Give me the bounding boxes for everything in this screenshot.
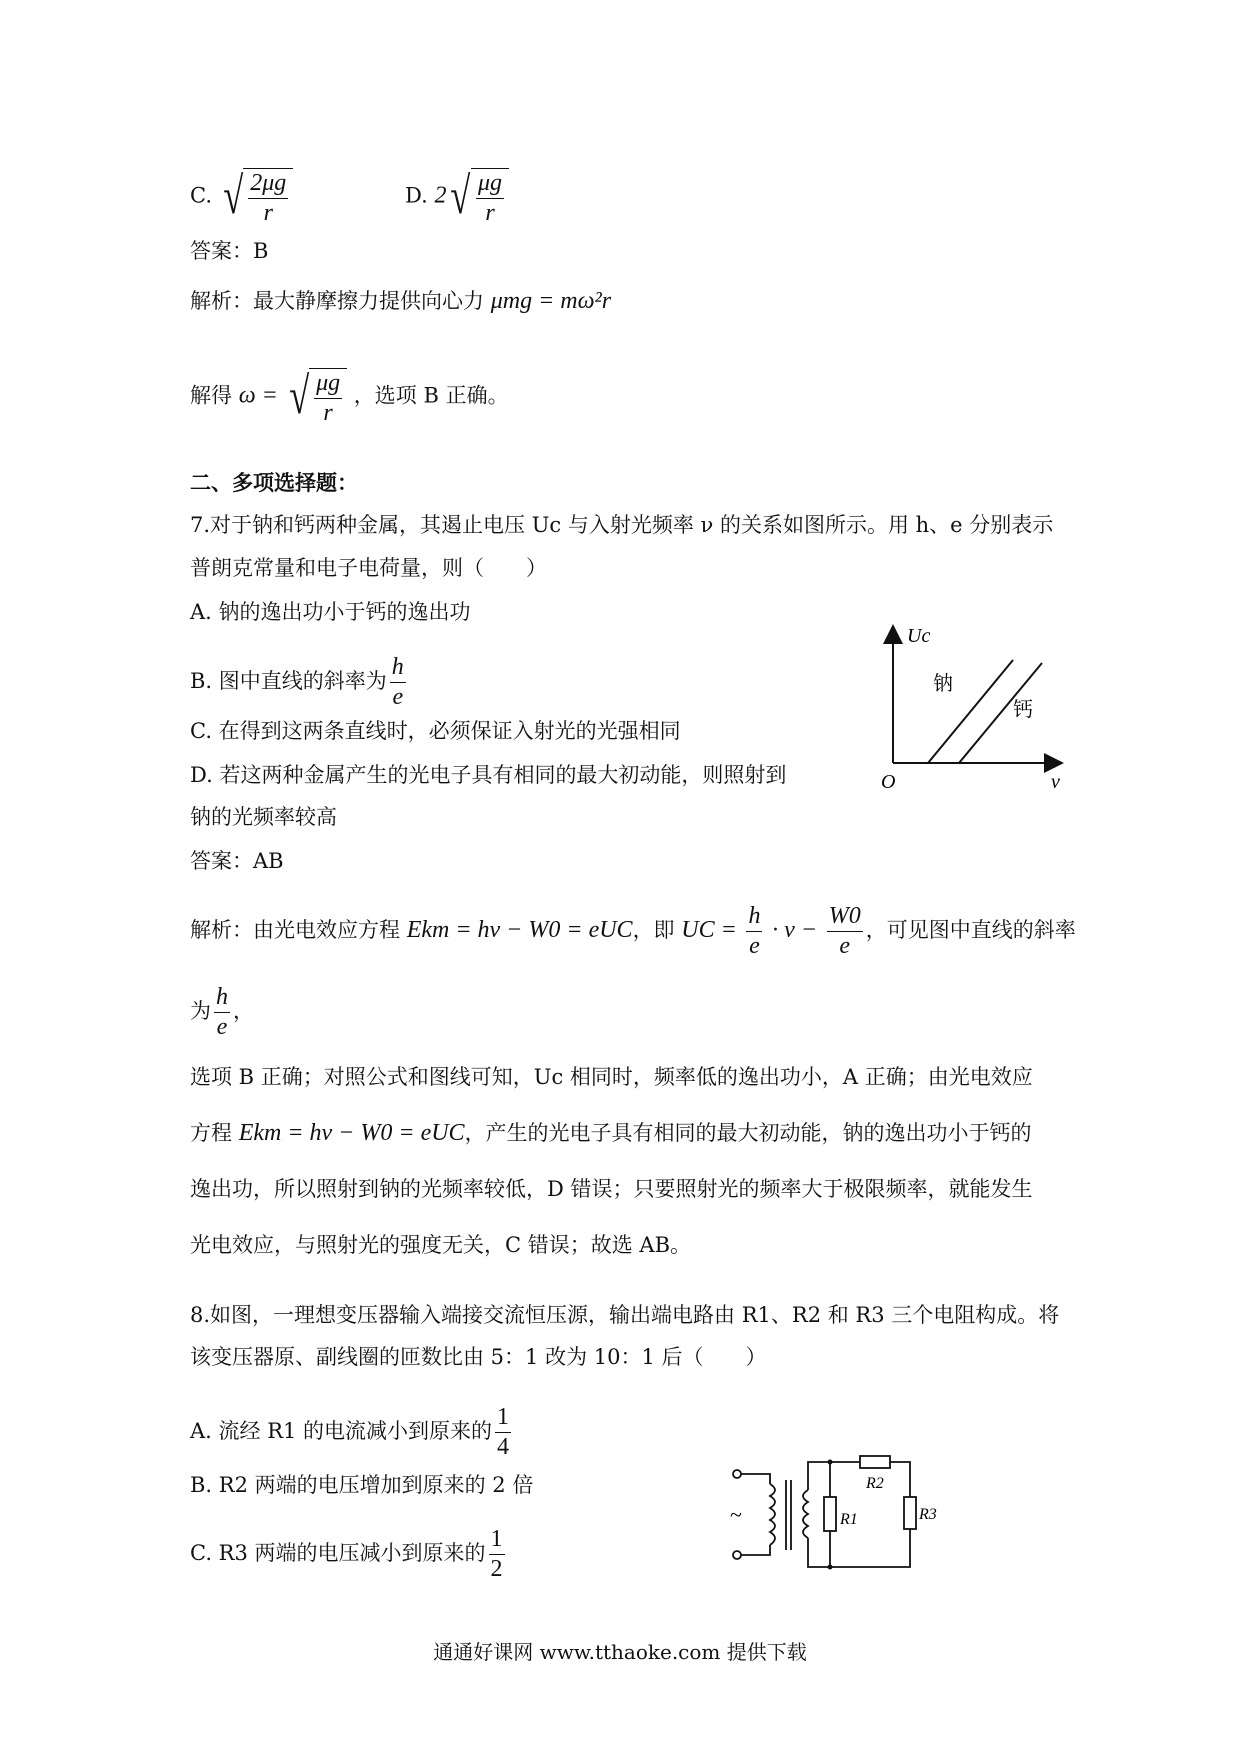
q7-graph [855, 620, 1070, 790]
q7-stem-line1: 7.对于钠和钙两种金属，其遏止电压 Uc 与入射光频率 ν 的关系如图所示。用 h、e 分别表示 [190, 513, 1054, 537]
page-footer: 通通好课网 www.tthaoke.com 提供下载 [433, 1640, 807, 1664]
q8-stem-line2: 该变压器原、副线圈的匝数比由 5：1 改为 10：1 后（ ） [190, 1345, 767, 1369]
q7-answer: 答案：AB [190, 849, 284, 873]
section-title: 二、多项选择题： [190, 471, 358, 495]
q7-slope-line: 为 $\frac{h}{e}$ ， [190, 984, 254, 1041]
q8-option-c: C. R3 两端的电压减小到原来的 $\frac{1}{2}$ [190, 1526, 503, 1583]
q7-para-line4: 光电效应，与照射光的强度无关，C 错误；故选 AB。 [190, 1233, 692, 1257]
sodium-label: 钠 [933, 671, 953, 695]
sqrt-expression: √ $\frac{2\mu g}{r}$ [219, 168, 294, 226]
q7-option-a: A. 钠的逸出功小于钙的逸出功 [190, 600, 471, 624]
terminal-top [733, 1470, 741, 1478]
q6-answer: 答案：B [190, 239, 269, 263]
q8-stem-line1: 8.如图，一理想变压器输入端接交流恒压源，输出端电路由 R1、R2 和 R3 三个电阻构成。将 [190, 1303, 1060, 1327]
q7-para-line2: 方程 Ekm = hν − W0 = eUC，产生的光电子具有相同的最大初动能，钠的逸出功小于钙的 [190, 1120, 1032, 1146]
r1-resistor [824, 1497, 836, 1531]
calcium-label: 钙 [1013, 697, 1033, 721]
secondary-coil [803, 1490, 808, 1538]
q7-stem-line2: 普朗克常量和电子电荷量，则（ ） [190, 556, 547, 580]
primary-coil [770, 1484, 775, 1545]
origin-label: O [881, 771, 896, 790]
q7-analysis-line1: 解析：由光电效应方程 Ekm = hν − W0 = eUC，即 UC = $\frac{h}{e}$ · ν − $\frac{W0}{e}$ ，可见图中直线的斜率 [190, 903, 1076, 960]
q6-option-d: D. 2 √ $\frac{\mu g}{r}$ [405, 168, 509, 226]
q7-option-c: C. 在得到这两条直线时，必须保证入射光的光强相同 [190, 719, 681, 743]
q8-circuit [720, 1452, 950, 1582]
sqrt-expression: √ $\frac{\mu g}{r}$ [446, 168, 509, 226]
r3-label: R3 [919, 1506, 937, 1523]
q6-analysis: 解析：最大静摩擦力提供向心力 μmg = mω²r [190, 288, 612, 314]
q8-option-b: B. R2 两端的电压增加到原来的 2 倍 [190, 1473, 534, 1497]
terminal-bottom [733, 1551, 741, 1559]
q7-para-line1: 选项 B 正确；对照公式和图线可知，Uc 相同时，频率低的逸出功小，A 正确；由光电效应 [190, 1065, 1033, 1089]
q6-option-c: C. √ $\frac{2\mu g}{r}$ [190, 168, 293, 226]
q7-para-line3: 逸出功，所以照射到钠的光频率较低，D 错误；只要照射光的频率大于极限频率，就能发生 [190, 1177, 1033, 1201]
y-axis-label: Uc [907, 625, 931, 647]
q7-option-d-line1: D. 若这两种金属产生的光电子具有相同的最大初动能，则照射到 [190, 763, 787, 787]
q6-solution: 解得 ω = √ $\frac{\mu g}{r}$ ，选项 B 正确。 [190, 368, 509, 427]
ac-source-symbol: ~ [730, 1502, 742, 1527]
r2-label: R2 [866, 1475, 884, 1492]
sqrt-expression: √ $\frac{\mu g}{r}$ [285, 368, 348, 426]
q7-option-b: B. 图中直线的斜率为 $\frac{h}{e}$ [190, 654, 404, 711]
x-axis-label: ν [1051, 771, 1060, 790]
q8-option-a: A. 流经 R1 的电流减小到原来的 $\frac{1}{4}$ [190, 1404, 510, 1461]
q7-option-d-line2: 钠的光频率较高 [190, 805, 337, 829]
r1-label: R1 [840, 1511, 858, 1528]
r3-resistor [904, 1497, 916, 1529]
r2-resistor [860, 1456, 890, 1468]
